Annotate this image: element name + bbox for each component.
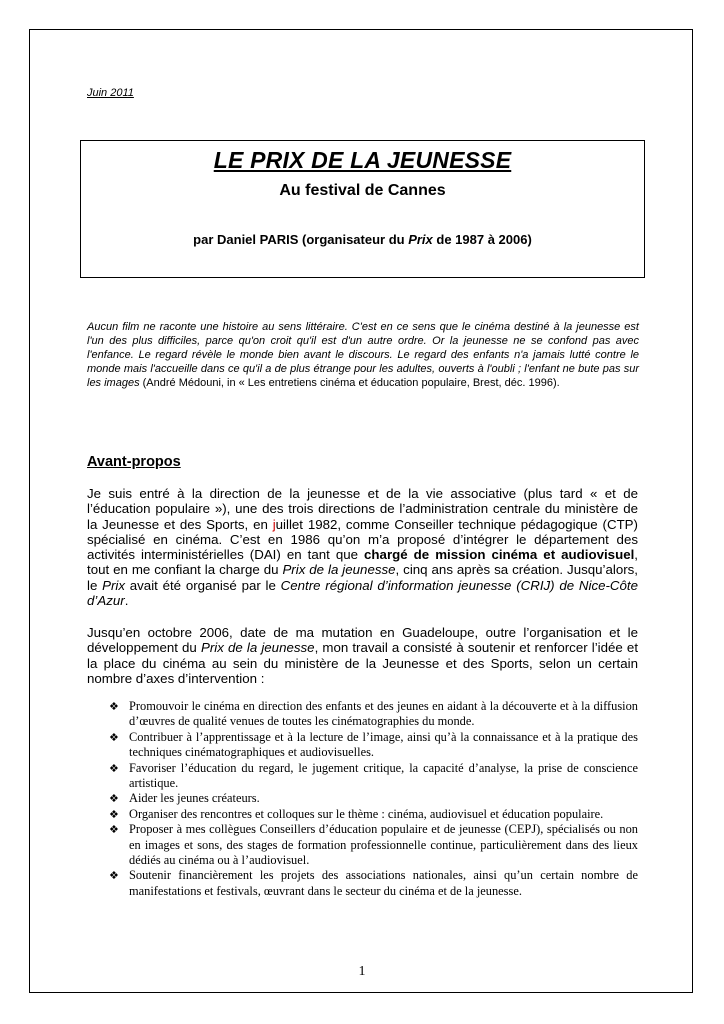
list-item	[109, 791, 638, 806]
document-date: Juin 2011	[87, 87, 134, 99]
diamond-bullet-icon: ❖	[109, 700, 119, 713]
diamond-bullet-icon: ❖	[109, 869, 119, 883]
epigraph-quote	[87, 320, 639, 390]
list-item-text: Promouvoir le cinéma en direction des enfants et des jeunes en aidant à la découverte et à la diffusion d’œuvres de qualité venues de toutes les cinématographies du monde.	[129, 699, 638, 729]
para2-text-2: , mon travail a consisté à soutenir et renforcer l’idée et la place du cinéma au sein du ministère de la Jeunesse et des Sports, selon un certain nombre d’axes d’intervention :	[87, 640, 639, 686]
list-item-text: Contribuer à l’apprentissage et à la lecture de l’image, ainsi qu’à la connaissance et à la pratique des techniques cinématographiques et audiovisuelles.	[129, 729, 638, 760]
paragraph-mission	[87, 625, 638, 686]
diamond-bullet-icon: ❖	[109, 807, 119, 821]
document-subtitle: Au festival de Cannes	[279, 182, 446, 199]
para1-text-3: , tout en me confiant la charge du	[87, 547, 638, 578]
author-line	[81, 232, 644, 247]
page-number: 1	[358, 964, 366, 979]
author-prix: Prix	[408, 232, 433, 247]
diamond-bullet-icon: ❖	[109, 823, 119, 837]
para1-bold: chargé de mission cinéma et audiovisuel	[364, 547, 635, 563]
para1-text-6: .	[124, 593, 129, 609]
author-suffix: de 1987 à 2006)	[432, 232, 532, 247]
para1-text-2: uillet 1982, comme Conseiller technique pédagogique (CTP) spécialisé en cinéma. C’est en 1986 qu’on m’a proposé d’intégrer le département des activités interministérielles (DAI) en tant que	[87, 516, 638, 563]
diamond-bullet-icon: ❖	[109, 792, 119, 806]
author-prefix: par Daniel PARIS (organisateur du	[193, 232, 409, 247]
para1-italic-2: Prix	[102, 577, 126, 593]
section-heading: Avant-propos	[87, 454, 181, 470]
list-item-text: Proposer à mes collègues Conseillers d’éducation populaire et de jeunesse (CEPJ), spécialisés ou non en images et sons, des stages de formation professionnelle continue, particulièrement dans des lieux dédiés au cinéma ou à l’audiovisuel.	[129, 822, 638, 868]
para1-italic-3: Centre régional d’information jeunesse (CRIJ) de Nice-Côte d’Azur	[87, 577, 639, 609]
document-title: LE PRIX DE LA JEUNESSE	[213, 147, 512, 173]
list-item	[109, 699, 638, 730]
para1-text-5: avait été organisé par le	[125, 577, 281, 593]
list-item	[109, 807, 638, 822]
list-item-text: Favoriser l’éducation du regard, le jugement critique, la capacité d’analyse, la prise de conscience artistique.	[129, 760, 638, 791]
list-item	[109, 868, 638, 899]
para1-red-letter: j	[272, 516, 276, 532]
list-item	[109, 761, 638, 792]
list-item-text: Organiser des rencontres et colloques sur le thème : cinéma, audiovisuel et éducation populaire.	[129, 806, 604, 821]
list-item	[109, 822, 638, 868]
title-box	[80, 140, 645, 278]
list-item	[109, 730, 638, 761]
list-item-text: Aider les jeunes créateurs.	[129, 791, 260, 806]
list-item-text: Soutenir financièrement les projets des associations nationales, ainsi qu’un certain nombre de manifestations et festivals, œuvrant dans le secteur du cinéma et de la jeunesse.	[129, 868, 638, 898]
para1-text-4: , cinq ans après sa création. Jusqu’alors, le	[87, 562, 639, 593]
intervention-list	[109, 699, 638, 899]
quote-source: (André Médouni, in « Les entretiens cinéma et éducation populaire, Brest, déc. 1996).	[139, 377, 560, 389]
quote-text: Aucun film ne raconte une histoire au sens littéraire. C'est en ce sens que le cinéma destiné à la jeunesse est l'un des plus difficiles, parce qu'on croit qu'il est d'un autre ordre. Or la jeunesse ne se confond pas avec l'enfance. Le regard révèle le monde bien avant le discours. Le regard des enfants n'a jamais lutté contre le monde mais l'accueille dans ce qu'il a de plus étrange pour les adultes, ouverts à l'oubli ; l'enfant ne bute pas sur les images	[87, 321, 639, 389]
para1-italic-1: Prix de la jeunesse	[282, 562, 396, 578]
para1-text-1: Je suis entré à la direction de la jeunesse et de la vie associative (plus tard « et de l’éducation populaire »), une des trois directions de l’administration centrale du ministère de la Jeunesse et des Sports, en	[87, 486, 638, 532]
diamond-bullet-icon: ❖	[109, 761, 119, 775]
para2-italic: Prix de la jeunesse	[200, 640, 315, 656]
para2-text-1: Jusqu’en octobre 2006, date de ma mutation en Guadeloupe, outre l’organisation et le développement du	[87, 625, 638, 656]
paragraph-intro	[87, 486, 638, 608]
diamond-bullet-icon: ❖	[109, 730, 119, 744]
